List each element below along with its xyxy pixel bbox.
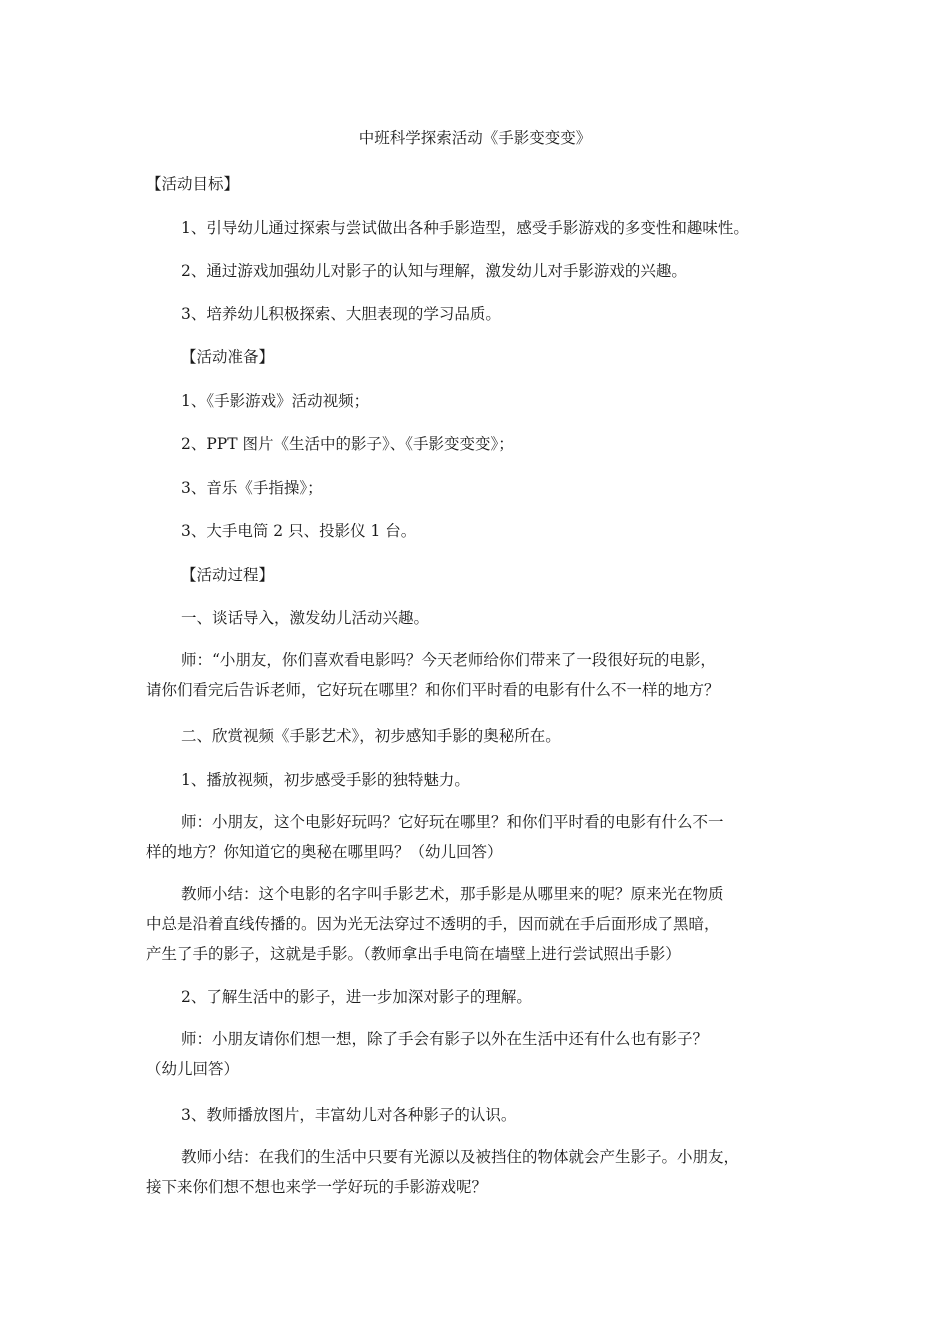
process-step-2-1: 1、播放视频，初步感受手影的独特魅力。 xyxy=(181,771,470,789)
process-heading: 【活动过程】 xyxy=(181,566,275,584)
teacher-think-paragraph xyxy=(146,1024,708,1084)
teacher-question-paragraph xyxy=(146,807,724,867)
document-title: 中班科学探索活动《手影变变变》 xyxy=(358,129,592,147)
prep-heading: 【活动准备】 xyxy=(181,348,275,366)
paragraph-line: （幼儿回答） xyxy=(146,1060,240,1078)
paragraph-line: 教师小结：在我们的生活中只要有光源以及被挡住的物体就会产生影子。小朋友， xyxy=(181,1148,740,1166)
goal-item-3: 3、培养幼儿积极探索、大胆表现的学习品质。 xyxy=(181,305,501,323)
process-step-2-3: 3、教师播放图片，丰富幼儿对各种影子的认识。 xyxy=(181,1106,517,1124)
paragraph-line: 教师小结：这个电影的名字叫手影艺术，那手影是从哪里来的呢？原来光在物质 xyxy=(181,885,724,903)
teacher-summary-paragraph-1 xyxy=(146,879,724,969)
paragraph-line: 样的地方？你知道它的奥秘在哪里吗？（幼儿回答） xyxy=(146,843,503,861)
paragraph-line: 产生了手的影子，这就是手影。（教师拿出手电筒在墙壁上进行尝试照出手影） xyxy=(146,945,681,963)
paragraph-line: 师：“小朋友，你们喜欢看电影吗？今天老师给你们带来了一段很好玩的电影， xyxy=(181,651,716,669)
paragraph-line: 中总是沿着直线传播的。因为光无法穿过不透明的手，因而就在手后面形成了黑暗， xyxy=(146,915,720,933)
teacher-summary-paragraph-2 xyxy=(146,1142,739,1202)
paragraph-line: 师：小朋友，这个电影好玩吗？它好玩在哪里？和你们平时看的电影有什么不一 xyxy=(181,813,724,831)
paragraph-line: 请你们看完后告诉老师，它好玩在哪里？和你们平时看的电影有什么不一样的地方？ xyxy=(146,681,720,699)
teacher-intro-paragraph xyxy=(146,645,720,705)
prep-item-2: 2、PPT 图片《生活中的影子》、《手影变变变》； xyxy=(181,435,514,453)
paragraph-line: 师：小朋友请你们想一想，除了手会有影子以外在生活中还有什么也有影子？ xyxy=(181,1030,709,1048)
prep-item-3: 3、音乐《手指操》； xyxy=(181,479,323,497)
goals-heading: 【活动目标】 xyxy=(146,175,240,193)
process-step-2-2: 2、了解生活中的影子，进一步加深对影子的理解。 xyxy=(181,988,532,1006)
process-step-2: 二、欣赏视频《手影艺术》，初步感知手影的奥秘所在。 xyxy=(181,727,561,745)
goal-item-1: 1、引导幼儿通过探索与尝试做出各种手影造型，感受手影游戏的多变性和趣味性。 xyxy=(181,219,749,237)
process-step-1: 一、谈话导入，激发幼儿活动兴趣。 xyxy=(181,609,430,627)
paragraph-line: 接下来你们想不想也来学一学好玩的手影游戏呢？ xyxy=(146,1178,488,1196)
prep-item-4: 3、大手电筒 2 只、投影仪 1 台。 xyxy=(181,522,417,540)
goal-item-2: 2、通过游戏加强幼儿对影子的认知与理解，激发幼儿对手影游戏的兴趣。 xyxy=(181,262,687,280)
prep-item-1: 1、《手影游戏》活动视频； xyxy=(181,392,370,410)
